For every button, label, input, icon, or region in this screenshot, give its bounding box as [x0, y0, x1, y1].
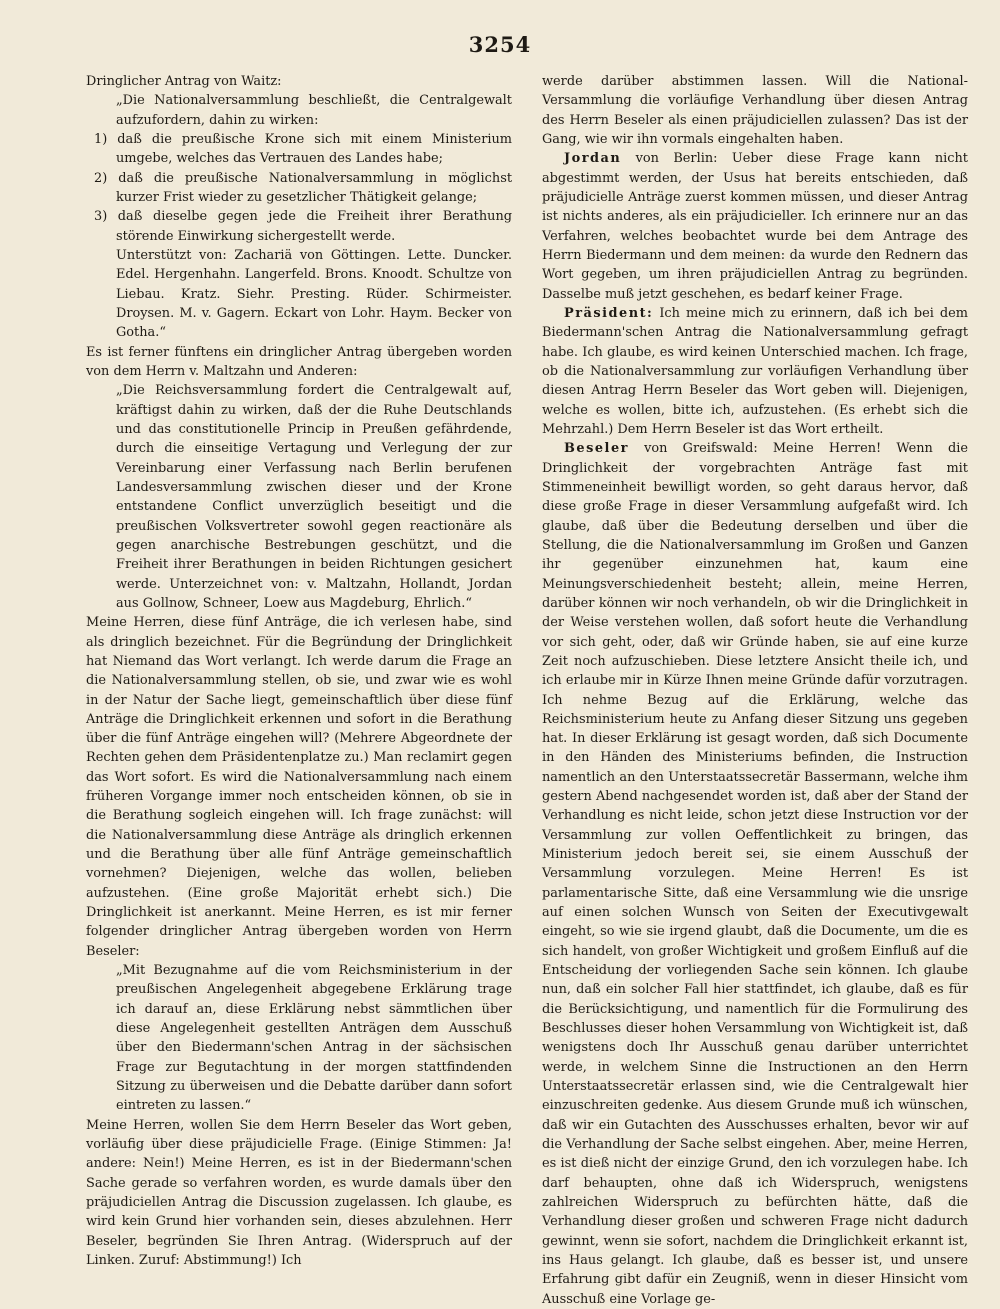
motion-point-1: 1) daß die preußische Krone sich mit einem Ministerium umgebe, welches das Vertrauen des Landes habe; — [94, 131, 512, 167]
paragraph-maltzahn-intro: Es ist ferner fünftens ein dringlicher Antrag übergeben worden von dem Herrn v. Maltzahn und Anderen: — [86, 344, 512, 379]
continued-paragraph: werde darüber abstimmen lassen. Will die National-Versammlung die vorläufige Verhandlung über diesen Antrag des Herrn Beseler als einen präjudiciellen zulassen? Das ist der Gang, wie wir ihn vormals eingehalten haben. — [542, 74, 968, 147]
page-number: 3254 — [468, 32, 532, 57]
president-statement: Meine Herren, diese fünf Anträge, die ich verlesen habe, sind als dringlich bezeichnet. Für die Begründung der Dringlichkeit hat Niemand das Wort verlangt. Ich werde darum die Frage an die Nationalversammlung stellen, ob sie, und zwar wie es wohl in der Natur der Sache liegt, gemeinschaftlich über diese fünf Anträge die Dringlichkeit erkennen und sofort in die Berathung über die fünf Anträge eingehen will? (Mehrere Abgeordnete der Rechten gehen dem Präsidentenplatze zu.) Man reclamirt gegen das Wort sofort. Es wird die Nationalversammlung nach einem früheren Vorgange immer noch entscheiden können, ob sie in die Berathung sogleich eingehen will. Ich frage zunächst: will die Nationalversammlung diese Anträge als dringlich erkennen und die Berathung über alle fünf Anträge gemeinschaftlich vornehmen? Diejenigen, welche das wollen, belieben aufzustehen. (Eine große Majorität erhebt sich.) Die Dringlichkeit ist anerkannt. Meine Herren, es ist mir ferner folgender dringlicher Antrag übergeben worden von Herrn Beseler: — [86, 615, 512, 959]
speech-text: von Greifswald: Meine Herren! Wenn die Dringlichkeit der vorgebrachten Anträge fast mit Stimmeneinheit bewilligt worden, so geht daraus hervor, daß diese große Frage in dieser Versammlung aufgefaßt wird. Ich glaube, daß über die Bedeutung derselben und über die Stellung, die die Nationalversammlung im Großen und Ganzen ihr gegenüber einzunehmen hat, kaum eine Meinungsverschiedenheit besteht; allein, meine Herren, darüber können wir noch verhandeln, ob wir die Dringlichkeit in der Weise verstehen wollen, daß sofort heute die Verhandlung vor sich geht, oder, daß wir Gründe haben, sie auf eine kurze Zeit noch aufzuschieben. Diese letztere Ansicht theile ich, und ich erlaube mir in Kürze Ihnen meine Gründe dafür vorzutragen. Ich nehme Bezug auf die Erklärung, welche das Reichsministerium heute zu Anfang dieser Sitzung uns gegeben hat. In dieser Erklärung ist gesagt worden, daß sich Documente in den Händen des Ministeriums befinden, die Instruction namentlich an den Unterstaatssecretär Bassermann, welche ihm gestern Abend nachgesendet worden ist, daß aber der Stand der Verhandlung es nicht leide, schon jetzt diese Instruction vor der Versammlung zur vollen Oeffentlichkeit zu bringen, das Ministerium jedoch bereit sei, sie einem Ausschuß der Versammlung vorzulegen. Meine Herren! Es ist parlamentarische Sitte, daß eine Versammlung wie die unsrige auf einen solchen Wunsch von Seiten der Executivgewalt eingeht, so wie sie irgend glaubt, daß die Documente, um die es sich handelt, von großer Wichtigkeit und großem Einfluß auf die Entscheidung der vorliegenden Sache sein können. Ich glaube nun, daß ein solcher Fall hier stattfindet, ich glaube, daß es für die Berücksichtigung, und namentlich für die Formulirung des Beschlusses dieser hohen Versammlung von Wichtigkeit ist, daß wenigstens doch Ihr Ausschuß genau darüber unterrichtet werde, in welchem Sinne die Instructionen an den Herrn Unterstaatssecretär erlassen sind, wie die Centralgewalt hier einzuschreiten gedenke. Aus diesem Grunde muß ich wünschen, daß wir ein Gutachten des Ausschusses erhalten, bevor wir auf die Verhandlung der Sache selbst eingehen. Aber, meine Herren, es ist dieß nicht der einzige Grund, den ich vorzulegen habe. Ich darf behaupten, ohne daß ich Widerspruch, wenigstens zahlreichen Widerspruch zu befürchten hätte, daß die Verhandlung dieser großen und schweren Frage nicht dadurch gewinnt, wenn sie sofort, nachdem die Dringlichkeit erkannt ist, ins Haus gelangt. Ich glaube, daß es besser ist, und unsere Erfahrung gibt dafür ein Zeugniß, wenn in dieser Hinsicht vom Ausschuß eine Vorlage ge- — [542, 441, 968, 1307]
maltzahn-motion-text: „Die Reichsversammlung fordert die Centralgewalt auf, kräftigst dahin zu wirken, daß der die Ruhe Deutschlands und das constitutionelle Princip in Preußen gefährdende, durch die einseitige Vertagung und Verlegung der zur Vereinbarung einer Verfassung nach Berlin berufenen Landesversammlung zwischen dieser und der Krone entstandene Conflict unverzüglich beseitigt und die preußischen Volksvertreter sowohl gegen reactionäre als gegen anarchische Bestrebungen geschützt, und die Freiheit ihrer Berathungen in beiden Richtungen gesichert werde. Unterzeichnet von: v. Maltzahn, Hollandt, Jordan aus Gollnow, Schneer, Loew aus Magdeburg, Ehrlich.“ — [116, 383, 512, 611]
left-column — [86, 72, 512, 1270]
speech-president — [542, 304, 968, 439]
speech-jordan — [542, 149, 968, 304]
president-statement-continued: Meine Herren, wollen Sie dem Herrn Beseler das Wort geben, vorläufig über diese präjudicielle Frage. (Einige Stimmen: Ja! andere: Nein!) Meine Herren, es ist in der Biedermann'schen Sache gerade so verfahren worden, es wurde damals über den präjudiciellen Antrag die Discussion zugelassen. Ich glaube, es wird kein Grund hier vorhanden sein, dieses abzulehnen. Herr Beseler, begründen Sie Ihren Antrag. (Widerspruch auf der Linken. Zuruf: Abstimmung!) Ich — [86, 1117, 512, 1269]
speech-text: Ich meine mich zu erinnern, daß ich bei dem Biedermann'schen Antrag die Nationalversammlung gefragt habe. Ich glaube, es wird keinen Unterschied machen. Ich frage, ob die Nationalversammlung zur vorläufigen Verhandlung über diesen Antrag Herrn Beseler das Wort geben will. Diejenigen, welche es wollen, bitte ich, aufzustehen. (Es erhebt sich die Mehrzahl.) Dem Herrn Beseler ist das Wort ertheilt. — [542, 305, 968, 437]
motion-text: „Die Nationalversammlung beschließt, die Centralgewalt aufzufordern, dahin zu wirken: — [116, 93, 512, 128]
motion-point-3: 3) daß dieselbe gegen jede die Freiheit ihrer Berathung störende Einwirkung sichergestellt werde. — [94, 209, 512, 244]
speech-text: von Berlin: Ueber diese Frage kann nicht abgestimmt werden, der Usus hat bereits entschieden, daß präjudicielle Anträge zuerst kommen müssen, und dieser Antrag ist nichts anderes, als ein präjudicieller. Ich erinnere nur an das Verfahren, welches beobachtet wurde bei dem Antrage des Herrn Biedermann und dem meinen: da wurde den Rednern das Wort gegeben, um ihren präjudiciellen Antrag zu begründen. Dasselbe muß jetzt geschehen, es bedarf keiner Frage. — [542, 151, 968, 302]
speaker-name: Präsident: — [564, 305, 654, 321]
right-column — [542, 72, 968, 1309]
speaker-name: Jordan — [564, 151, 622, 167]
speaker-name: Beseler — [564, 441, 629, 457]
speech-beseler — [542, 439, 968, 1309]
motion-signatories: Unterstützt von: Zachariä von Göttingen. Lette. Duncker. Edel. Hergenhahn. Langerfeld. Brons. Knoodt. Schultze von Liebau. Kratz. Siehr. Presting. Rüder. Schirmeister. Droysen. M. v. Gagern. Eckart von Lohr. Haym. Becker von Gotha.“ — [116, 247, 512, 341]
beseler-motion-text: „Mit Bezugnahme auf die vom Reichsministerium in der preußischen Angelegenheit abgegebene Erklärung trage ich darauf an, diese Erklärung nebst sämmtlichen über diese Angelegenheit gestellten Anträgen dem Ausschuß über den Biedermann'schen Antrag in der sächsischen Frage zur Begutachtung in der morgen stattfindenden Sitzung zu überweisen und die Debatte darüber dann sofort eintreten zu lassen.“ — [116, 963, 512, 1114]
motion-point-2: 2) daß die preußische Nationalversammlung in möglichst kurzer Frist wieder zu gesetzlicher Thätigkeit gelange; — [94, 170, 512, 205]
motion-heading: Dringlicher Antrag von Waitz: — [86, 74, 282, 89]
